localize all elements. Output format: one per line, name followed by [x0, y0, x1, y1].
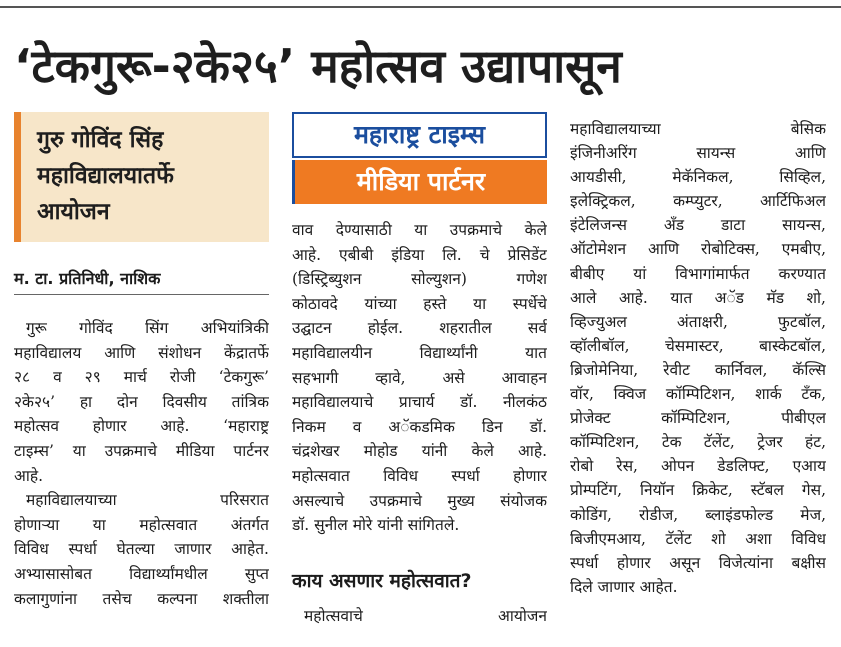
media-partner-logo: [292, 112, 547, 208]
headline: ‘टेकगुरू-२के२५’ महोत्सव उद्यापासून: [14, 39, 622, 93]
body-line: व्हिज्युअल अंताक्षरी, फुटबॉल,: [570, 312, 826, 331]
body-line: गुरू गोविंद सिंग अभियांत्रिकी: [26, 319, 269, 337]
body-line: आले आहे. यात अॅड मॅड शो,: [570, 288, 826, 307]
body-line: महोत्सवाचे आयोजन: [304, 607, 547, 625]
article-column-3: [570, 117, 826, 599]
body-line: इंजिनीअरिंग सायन्स आणि: [570, 144, 826, 163]
body-line: महाविद्यालयाच्या परिसरात: [26, 491, 269, 510]
article-column-2: [292, 218, 547, 538]
body-line: महाविद्यालय आणि संशोधन केंद्रातर्फे: [14, 343, 269, 362]
body-line: असल्याचे उपक्रमाचे मुख्य संयोजक: [292, 491, 547, 510]
body-line: रोबो रेस, ओपन डेडलिफ्ट, एआय: [570, 457, 826, 476]
body-line: स्पर्धा होणार असून विजेत्यांना बक्षीस: [570, 553, 826, 572]
body-line: महोत्सव होणार आहे. ‘महाराष्ट्र: [14, 417, 269, 436]
body-line: कॉम्पिटिशन, टेक टॅलेंट, ट्रेजर हंट,: [570, 433, 826, 452]
body-line: महाविद्यालयाचे प्राचार्य डॉ. नीलकंठ: [292, 393, 547, 412]
body-line: प्रोम्पटिंग, नियॉन क्रिकेट, स्टॅबल गेस,: [570, 481, 826, 500]
body-line: व्हॉलीबॉल, चेसमास्टर, बास्केटबॉल,: [570, 336, 826, 355]
body-line: दिले जाणार आहेत.: [570, 577, 678, 596]
body-line: प्रोजेक्ट कॉम्पिटिशन, पीबीएल: [570, 409, 826, 428]
body-line: विविध स्पर्धा घेतल्या जाणार आहेत.: [14, 540, 269, 559]
body-line: चंद्रशेखर मोहोड यांनी केले आहे.: [292, 442, 547, 461]
body-line: महाविद्यालयाच्या बेसिक: [570, 120, 826, 138]
body-line: टाइम्स’ या उपक्रमाचे मीडिया पार्टनर: [14, 441, 269, 460]
brand-name: महाराष्ट्र टाइम्स: [353, 120, 486, 149]
body-line: वॉर, क्विज कॉम्पिटिशन, शार्क टँक,: [570, 385, 826, 404]
body-line: उद्घाटन होईल. शहरातील सर्व: [292, 319, 547, 338]
body-line: महाविद्यालयीन विद्यार्थ्यांनी यात: [292, 343, 547, 362]
subhead-line: आयोजन: [37, 199, 110, 225]
body-line: ऑटोमेशन आणि रोबोटिक्स, एमबीए,: [570, 240, 826, 259]
section-heading: काय असणार महोत्सवात?: [292, 570, 472, 592]
body-line: आहे.: [14, 466, 43, 485]
body-line: कलागुणांना तसेच कल्पना शक्तीला: [14, 589, 269, 608]
article-column-2-continued: [292, 604, 547, 629]
body-line: ब्रिजोमेनिया, रेवीट कार्निवल, कॅल्सि: [570, 360, 826, 379]
media-partner-label: मीडिया पार्टनर: [292, 160, 547, 204]
body-line: कोठावदे यांच्या हस्ते या स्पर्धेचे: [292, 294, 547, 313]
byline: म. टा. प्रतिनिधी, नाशिक: [14, 264, 269, 295]
body-line: (डिस्ट्रिब्युशन सोल्युशन) गणेश: [292, 270, 547, 289]
subhead-line: महाविद्यालयातर्फे: [37, 163, 174, 189]
body-line: आयडीसी, मेकॅनिकल, सिव्हिल,: [570, 168, 826, 187]
body-line: कोडिंग, रोडीज, ब्लाइंडफोल्ड मेज,: [570, 505, 826, 524]
body-line: निकम व अॅकडमिक डिन डॉ.: [292, 417, 547, 436]
body-line: अभ्यासासोबत विद्यार्थ्यांमधील सुप्त: [14, 564, 269, 583]
body-line: बीबीए यां विभागांमार्फत करण्यात: [570, 264, 826, 283]
article-column-1: [14, 316, 269, 611]
body-line: होणाऱ्या या महोत्सवात अंतर्गत: [14, 515, 269, 534]
body-line: २के२५’ हा दोन दिवसीय तांत्रिक: [14, 392, 269, 411]
subhead-line: गुरु गोविंद सिंह: [37, 127, 164, 153]
body-line: महोत्सवात विविध स्पर्धा होणार: [292, 466, 547, 485]
top-rule: [0, 6, 841, 8]
body-line: आहे. एबीबी इंडिया लि. चे प्रेसिडेंट: [292, 245, 547, 264]
body-line: २८ व २९ मार्च रोजी ‘टेकगुरू’: [14, 368, 269, 387]
subhead-box: [14, 112, 269, 242]
brand-masthead: [292, 112, 547, 158]
body-line: इलेक्ट्रिकल, कम्प्युटर, आर्टिफिअल: [570, 192, 826, 211]
body-line: वाव देण्यासाठी या उपक्रमाचे केले: [292, 221, 547, 239]
body-line: बिजीएमआय, टॅलेंट शो अशा विविध: [570, 529, 826, 548]
body-line: डॉ. सुनील मोरे यांनी सांगितले.: [292, 516, 460, 535]
body-line: इंटेलिजन्स अँड डाटा सायन्स,: [570, 216, 826, 235]
body-line: सहभागी व्हावे, असे आवाहन: [292, 368, 547, 387]
